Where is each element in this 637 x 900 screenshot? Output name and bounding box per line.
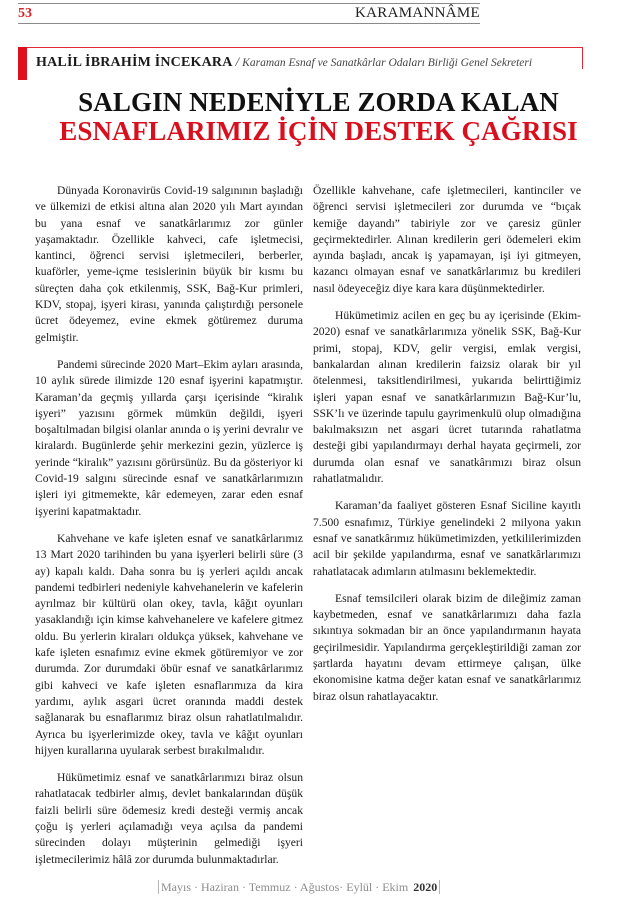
byline-box [18,47,583,80]
paragraph: Hükümetimiz acilen en geç bu ay içerisinde (Ekim-2020) esnaf ve sanatkârlarımıza yönelik SSK, Bağ-Kur primi, stopaj, KDV, gelir vergisi, emlak vergisi, bankalardan alınan kredilerin faizsiz olarak bir yıl ötelenmesi, taksitlendirilmesi, yukarıda belirttiğimiz işleri yapan esnaf ve sanatkârlarımızın Bağ-Kur’lu, SSK’lı ve üzerinde tapulu gayrimenkulü olup olmadığına bakılmaksızın net asgari ücret tutarında rahatlatma desteği gibi yapılandırmayı derhal hayata geçirmeli, zor durumda olan esnaf ve sanatkârımızı biraz olsun rahatlatmalıdır. [313,309,581,486]
issue-year: 2020 [413,880,438,894]
byline-separator: / [235,54,240,69]
header-rule-top [18,3,480,4]
byline-rule-right [582,47,583,69]
paragraph: Kahvehane ve kafe işleten esnaf ve sanatkârlarımız 13 Mart 2020 tarihinden bu yana işyerleri belirli süre (3 ay) kapalı kaldı. Daha sonra bu iş yerleri açıldı ancak pandemi tedbirleri nedeniyle kahvehanelerin ve kafelerin ayrılmaz bir kültürü olan okey, tavla, kâğıt oyunları yasaklandığı için kimse kahvehanelere ve kafelere gitmez oldu. Bu yerlerin kiraları oldukça yüksek, kahvehane ve kafe işleten esnafımız evine ekmek götüremiyor ve zor durumda. Zor durumdaki öbür esnaf ve sanatkârlarımız gibi kahveci ve kafe işleten esnaflarımıza da kira yardımı, aylık asgari ücret oranında maddi destek sağlanarak bu esnaflarımız biraz olsun rahatlatılmalıdır. Ayrıca bu işyerlerimizde okey, tavla ve kâğıt oyunları hijyen kurallarına uyularak serbest bırakılmalıdır. [35,531,303,757]
paragraph: Hükümetimiz esnaf ve sanatkârlarımızı biraz olsun rahatlatacak tedbirler almış, devlet bankalarından düşük faizli belirli süre ödemesiz kredi desteği vermiş ancak çoğu iş yerleri açılamadığı veya açılsa da pandemi sürecinden dolayı müşterinin gelmediği işyeri işletmecilerimiz hâlâ zor durumda bulunmaktadırlar. [35,771,303,866]
byline-rule [18,47,583,48]
author-role: Karaman Esnaf ve Sanatkârlar Odaları Birliği Genel Sekreteri [242,57,533,69]
magazine-name: KARAMANNÂME [355,5,480,21]
paragraph-continuation: Özellikle kahvehane, cafe işletmecileri, kantinciler ve öğrenci servisi işletmecileri zor durumda ve “bıçak kemiğe dayandı” tabiriyle zor ve çaresiz günler geçirmektedirler. Alınan kredilerin geri ödemeleri ekim ayında başladı, ancak iş yapamayan, işi iyi gitmeyen, kazancı olmayan esnaf ve sanatkârlarımız bu kredileri nasıl ödeyeceğiz diye kara kara düşünmektedirler. [313,184,581,295]
issue-months: Mayıs · Haziran · Temmuz · Ağustos· Eylül · Ekim [161,880,409,894]
article-title-line-1: SALGIN NEDENİYLE ZORDA KALAN [78,87,559,117]
byline-accent-block [18,47,27,80]
header-rule-bottom [18,23,480,24]
paragraph: Esnaf temsilcileri olarak bizim de dileğimiz zaman kaybetmeden, esnaf ve sanatkârlarımızı daha fazla sıkıntıya sokmadan bir an önce yapılandırmanın hayata geçirilmesidir. Yapılandırma gerçekleştirildiği zaman zor şartlarda hayatını devam ettirmeye çalışan, ülke ekonomisine katma değer katan esnaf ve sanatkârlarımız biraz olsun rahatlayacaktır. [313,591,581,703]
paragraph: Dünyada Koronavirüs Covid-19 salgınının başladığı ve ülkemizi de etkisi altına alan 2020 yılı Mart ayından bu yana esnaf ve sanatkârlarımız zor günler yaşamaktadır. Özellikle kahveci, cafe işletmecisi, kantinci, öğrenci servisi işletmecileri, berberler, kuaförler, yeme-içme tesislerinin büyük bir kısmı bu süreçten daha çok etkilenmiş, SSK, Bağ-Kur primleri, KDV, stopaj, işyeri kirası, yanında çalıştırdığı personele ücret ödeyemez, evine ekmek götüremez duruma gelmiştir. [35,184,303,344]
article-column-right [313,183,581,716]
article-title-line-2: ESNAFLARIMIZ İÇİN DESTEK ÇAĞRISI [59,116,578,146]
article-column-left [35,183,303,879]
paragraph: Pandemi sürecinde 2020 Mart–Ekim ayları arasında, 10 aylık sürede ilimizde 120 esnaf işyerini kapatmıştır. Karaman’da geçmiş yıllarda çarşı içerisinde “kiralık işyeri” yazısını görmek mümkün değildi, işyeri boşaltılmadan bilgisi olanlar anında o iş yerini devralır ve kiralardı. Bugünlerde şehir merkezini gezin, yüzlerce iş yerinde “kiralık” yazısını görürsünüz. Bu da gösteriyor ki Covid-19 salgını sürecinde esnaf ve sanatkârlarımızın işleri iyi gitmemekte, kâr edemeyen, zarar eden esnaf işyerini kapatmaktadır. [35,357,303,518]
issue-footer [158,880,440,894]
paragraph: Karaman’da faaliyet gösteren Esnaf Siciline kayıtlı 7.500 esnafımız, Türkiye genelindeki 2 milyona yakın esnaf ve sanatkârımız hükümetimizden, yetkililerimizden acil bir şekilde yapılandırma, esnaf ve sanatkârlarımızı rahatlatacak adımların atılmasını beklemektedir. [313,499,581,578]
byline-text [36,53,532,71]
author-name: HALİL İBRAHİM İNCEKARA [36,55,233,70]
page-number: 53 [18,6,32,21]
